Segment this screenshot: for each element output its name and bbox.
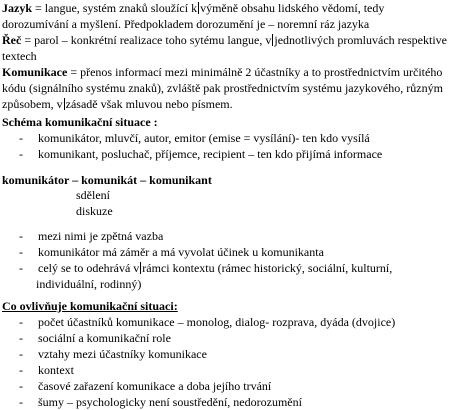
- rec-line-2: textech: [2, 49, 37, 63]
- jazyk-term: Jazyk: [2, 1, 32, 15]
- list-dash: -: [19, 315, 23, 329]
- list-dash: -: [19, 395, 23, 409]
- kom-line-2: kódu (signálního systému znaků), zvláště pak prostřednictvím systému jazykového, různým: [2, 81, 443, 95]
- list-item-continuation: individuální, rodinný): [36, 277, 142, 291]
- kom-line-1: [2, 64, 442, 80]
- rec-term: Řeč: [2, 33, 22, 47]
- list-item-text: šumy – psychologicky není soustředění, nedorozumění: [38, 395, 302, 409]
- list-dash: -: [19, 229, 23, 243]
- influence-heading: Co ovlivňuje komunikační situaci:: [2, 299, 178, 313]
- list-item-text: [38, 260, 392, 276]
- jazyk-definition-a: langue, systém znaků sloužící k: [44, 1, 198, 15]
- chain-sub-item: diskuze: [76, 204, 113, 218]
- list-item-text: komunikátor má záměr a má vyvolat účinek u komunikanta: [38, 245, 324, 259]
- list-dash: -: [19, 261, 23, 275]
- kom-term: Komunikace: [2, 65, 68, 79]
- rec-definition-b: jednotlivých promluvách respektive: [274, 33, 447, 47]
- chain-sub-item: sdělení: [76, 188, 110, 202]
- list-item-text: vztahy mezi účastníky komunikace: [38, 347, 207, 361]
- rec-line-1: [2, 32, 447, 48]
- list-item-text: sociální a komunikační role: [38, 331, 171, 345]
- list-dash: -: [19, 131, 23, 145]
- list-item-text: počet účastníků komunikace – monolog, dialog- rozprava, dyáda (dvojice): [38, 315, 396, 329]
- list-item-text: kontext: [38, 363, 74, 377]
- kom-line-3: [2, 96, 233, 112]
- text-cursor-mark: [64, 98, 65, 110]
- jazyk-line-1: [2, 0, 384, 16]
- rec-definition-a: = parol – konkrétní realizace toho sytému langue, v: [21, 33, 272, 47]
- kom-definition-c: způsobem, v: [2, 97, 63, 111]
- schema-heading: Schéma komunikační situace :: [2, 115, 158, 129]
- list-item-text: komunikant, posluchač, příjemce, recipient – ten kdo přijímá informace: [38, 147, 383, 161]
- list-item-text-b: rámci kontextu (rámec historický, sociální, kulturní,: [142, 261, 393, 275]
- list-item-text: časové zařazení komunikace a doba jejího trvání: [38, 379, 272, 393]
- chain-heading: komunikátor – komunikát – komunikant: [2, 173, 212, 187]
- jazyk-equals: =: [32, 1, 45, 15]
- list-dash: -: [19, 363, 23, 377]
- list-dash: -: [19, 245, 23, 259]
- list-dash: -: [19, 379, 23, 393]
- jazyk-line-2: dorozumívání a myšlení. Předpokladem dorozumění je – noremní ráz jazyka: [2, 17, 370, 31]
- list-dash: -: [19, 147, 23, 161]
- list-dash: -: [19, 347, 23, 361]
- list-item-text-a: celý se to odehrává v: [38, 261, 140, 275]
- list-item-text: komunikátor, mluvčí, autor, emitor (emise = vysílání)- ten kdo vysílá: [38, 131, 370, 145]
- list-dash: -: [19, 331, 23, 345]
- list-item-text: mezi nimi je zpětná vazba: [38, 229, 164, 243]
- text-cursor-mark: [198, 2, 199, 14]
- jazyk-definition-b: výměně obsahu lidského vědomí, tedy: [200, 1, 385, 15]
- kom-definition-a: = přenos informací mezi minimálně 2 účastníky a to prostřednictvím určitého: [67, 65, 443, 79]
- kom-definition-d: zásadě však mluvou nebo písmem.: [65, 97, 233, 111]
